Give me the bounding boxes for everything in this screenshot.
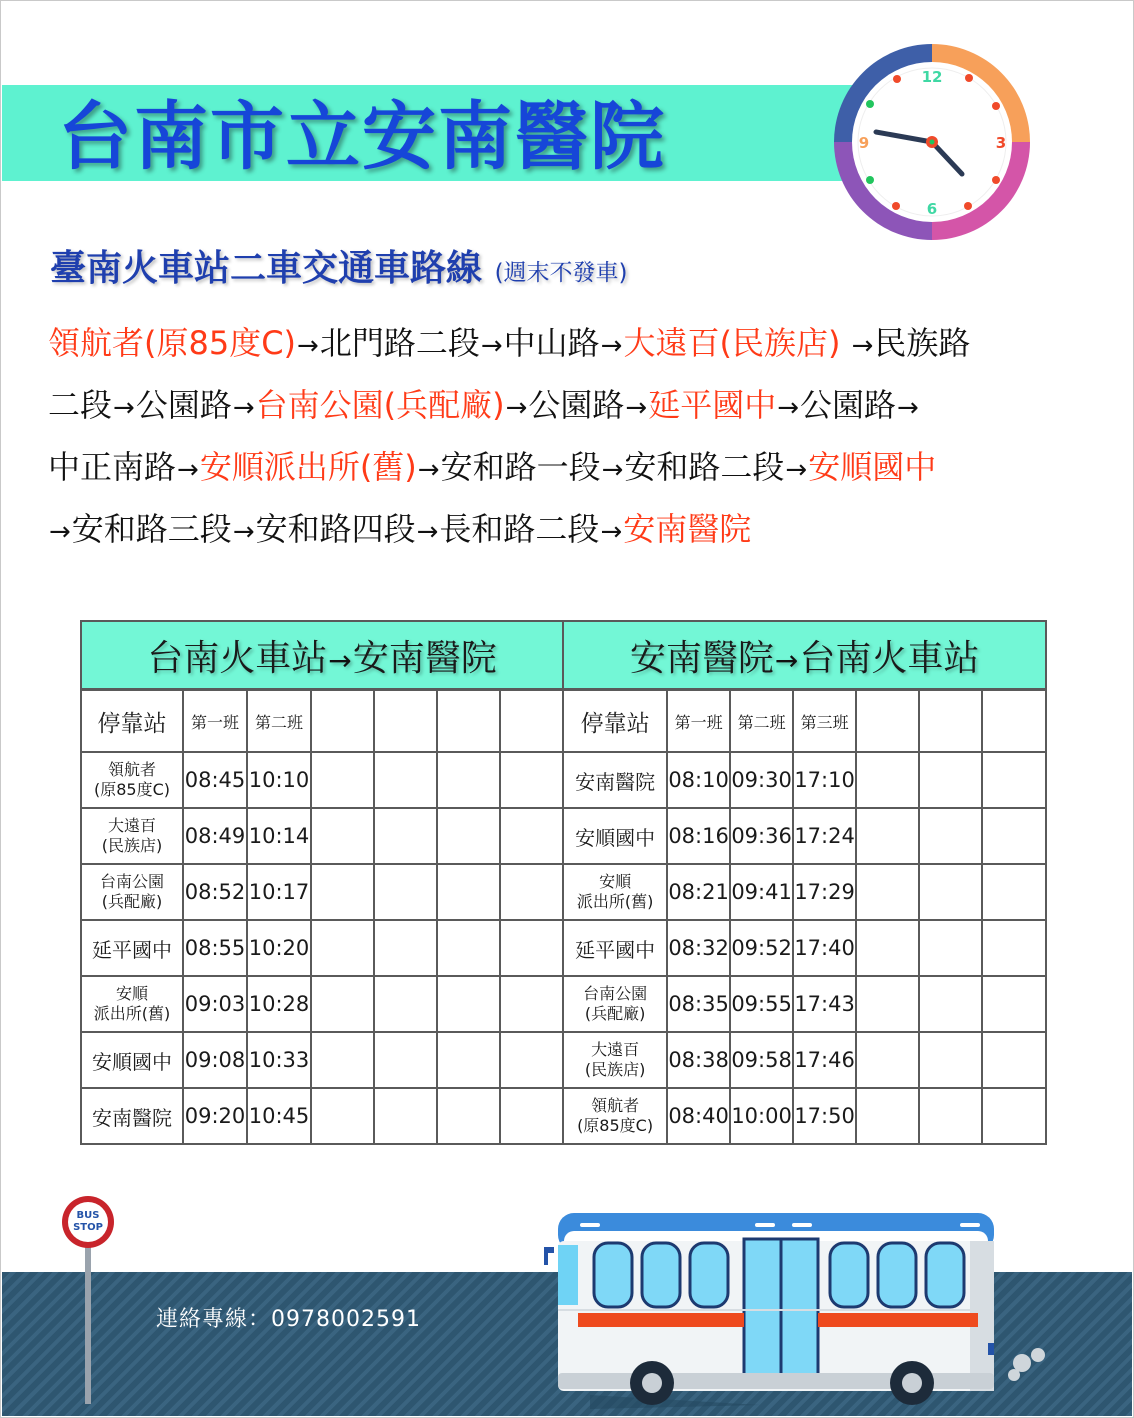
departure-time-cell: 08:40 [667, 1088, 730, 1144]
route-stop: 安順國中 [808, 448, 937, 486]
route-road: 安和路四段 [255, 510, 416, 548]
route-stop: 延平國中 [648, 386, 777, 424]
stop-name-line: 台南公園 [583, 984, 648, 1003]
route-line [48, 374, 1108, 436]
route-line [48, 498, 1108, 560]
arrow-icon: → [851, 331, 874, 361]
arrow-icon: → [480, 331, 503, 361]
stop-name-line: 延平國中 [575, 937, 656, 962]
departure-time-cell [500, 920, 563, 976]
stop-name-line: 安順國中 [92, 1049, 172, 1074]
arrow-icon: → [600, 331, 623, 361]
trip-column-header: 第二班 [247, 690, 311, 753]
page-title: 台南市立安南醫院 [58, 94, 666, 180]
trip-column-header [982, 690, 1046, 753]
departure-time-cell [919, 752, 982, 808]
arrow-icon: → [232, 517, 255, 547]
arrow-icon: → [177, 455, 199, 485]
departure-time-cell [437, 920, 500, 976]
route-road: 安和路二段 [624, 448, 785, 486]
route-stop: 安順派出所(舊) [199, 448, 417, 486]
departure-time-cell: 08:35 [667, 976, 730, 1032]
departure-time-cell [919, 976, 982, 1032]
table-row [81, 920, 1046, 976]
departure-time-cell [437, 808, 500, 864]
arrow-icon: → [505, 393, 528, 423]
departure-time-cell: 08:45 [183, 752, 247, 808]
timetable [80, 620, 1047, 1145]
departure-time-cell: 17:29 [793, 864, 856, 920]
table-row [81, 752, 1046, 808]
departure-time-cell: 08:55 [183, 920, 247, 976]
departure-time-cell [500, 1032, 563, 1088]
departure-time-cell [982, 808, 1046, 864]
departure-time-cell: 09:30 [730, 752, 793, 808]
departure-time-cell: 17:46 [793, 1032, 856, 1088]
departure-time-cell: 08:21 [667, 864, 730, 920]
departure-time-cell: 08:38 [667, 1032, 730, 1088]
timetable-body [81, 690, 1046, 1145]
departure-time-cell [856, 920, 919, 976]
departure-time-cell: 08:52 [183, 864, 247, 920]
route-road: 安和路一段 [440, 448, 601, 486]
route-note: (週末不發車) [494, 260, 628, 286]
stop-name-cell [563, 808, 667, 864]
clock-numeral-6: 6 [926, 200, 938, 218]
trip-column-header [500, 690, 563, 753]
stop-name-cell [81, 752, 183, 808]
stop-name-line: 領航者 [107, 760, 156, 779]
arrow-icon: → [601, 455, 624, 485]
departure-time-cell [982, 976, 1046, 1032]
stop-name-line: 安南醫院 [575, 769, 656, 794]
departure-time-cell [374, 1032, 437, 1088]
stop-name-cell [81, 1088, 183, 1144]
route-road: 公園路 [800, 386, 897, 424]
clock-numeral-3: 3 [995, 134, 1007, 152]
arrow-icon: → [777, 393, 800, 423]
departure-time-cell: 09:58 [730, 1032, 793, 1088]
clock-numeral-12: 12 [921, 68, 943, 86]
departure-time-cell [311, 752, 374, 808]
arrow-icon: → [232, 393, 255, 423]
departure-time-cell [311, 1032, 374, 1088]
departure-time-cell [856, 976, 919, 1032]
route-road: 二段 [48, 386, 113, 424]
departure-time-cell: 09:41 [730, 864, 793, 920]
departure-time-cell [856, 1032, 919, 1088]
stop-name-line: 延平國中 [92, 937, 172, 962]
departure-time-cell: 08:16 [667, 808, 730, 864]
departure-time-cell [311, 808, 374, 864]
arrow-icon: → [328, 643, 352, 677]
departure-time-cell [311, 1088, 374, 1144]
departure-time-cell: 09:20 [183, 1088, 247, 1144]
trip-column-header [311, 690, 374, 753]
arrow-icon: → [297, 331, 319, 361]
departure-time-cell [500, 864, 563, 920]
departure-time-cell: 09:52 [730, 920, 793, 976]
departure-time-cell: 10:17 [247, 864, 311, 920]
bus-stop-sign-icon [58, 1194, 118, 1404]
departure-time-cell [919, 808, 982, 864]
stop-name-cell [81, 864, 183, 920]
departure-time-cell: 08:49 [183, 808, 247, 864]
trip-column-header: 第二班 [730, 690, 793, 753]
stop-name-line: 領航者 [591, 1096, 640, 1115]
bus-stop-line1: BUS [76, 1210, 100, 1221]
direction-to: 台南火車站 [799, 637, 980, 679]
stop-name-line: 派出所(舊) [93, 1004, 171, 1023]
departure-time-cell: 10:33 [247, 1032, 311, 1088]
arrow-icon: → [49, 517, 71, 547]
clock-icon [834, 44, 1030, 240]
departure-time-cell: 10:45 [247, 1088, 311, 1144]
stop-name-cell [81, 808, 183, 864]
direction-from: 安南醫院 [629, 637, 774, 679]
departure-time-cell: 10:20 [247, 920, 311, 976]
stop-name-line: (兵配廠) [584, 1004, 646, 1023]
departure-time-cell [374, 1088, 437, 1144]
arrow-icon: → [416, 517, 439, 547]
departure-time-cell [437, 864, 500, 920]
departure-time-cell [437, 976, 500, 1032]
departure-time-cell [500, 808, 563, 864]
stop-name-cell [563, 864, 667, 920]
departure-time-cell: 08:32 [667, 920, 730, 976]
departure-time-cell [311, 920, 374, 976]
route-road: 中正南路 [48, 448, 177, 486]
route-heading-text: 臺南火車站二車交通車路線 [50, 248, 483, 289]
departure-time-cell [856, 1088, 919, 1144]
stop-name-line: 台南公園 [99, 872, 164, 891]
trip-column-header [437, 690, 500, 753]
departure-time-cell: 17:43 [793, 976, 856, 1032]
arrow-icon: → [600, 517, 623, 547]
stop-name-line: (民族店) [101, 836, 163, 855]
departure-time-cell [919, 1032, 982, 1088]
table-row [81, 808, 1046, 864]
departure-time-cell [856, 864, 919, 920]
route-road: 公園路 [135, 386, 232, 424]
stop-name-cell [81, 920, 183, 976]
stop-name-line: 大遠百 [591, 1040, 640, 1059]
direction-header-return [563, 621, 1046, 690]
departure-time-cell [437, 752, 500, 808]
stop-column-header: 停靠站 [563, 690, 667, 753]
bus-stop-line2: STOP [73, 1222, 103, 1233]
trip-column-header [856, 690, 919, 753]
arrow-icon: → [417, 455, 440, 485]
departure-time-cell [374, 752, 437, 808]
stop-name-line: 派出所(舊) [576, 892, 654, 911]
stop-name-line: (兵配廠) [101, 892, 163, 911]
departure-time-cell [374, 920, 437, 976]
route-stop: 大遠百(民族店) [623, 324, 851, 362]
stop-name-cell [81, 1032, 183, 1088]
arrow-icon: → [774, 643, 799, 677]
contact-line: 連絡專線：0978002591 [156, 1307, 421, 1332]
stop-name-line: (原85度C) [577, 1116, 654, 1135]
stop-name-line: (民族店) [584, 1060, 646, 1079]
route-description [48, 312, 1108, 560]
departure-time-cell [437, 1088, 500, 1144]
departure-time-cell: 17:40 [793, 920, 856, 976]
departure-time-cell [982, 1088, 1046, 1144]
departure-time-cell [982, 1032, 1046, 1088]
direction-to: 安南醫院 [352, 637, 497, 679]
departure-time-cell [437, 1032, 500, 1088]
stop-name-line: 安順 [599, 872, 632, 891]
arrow-icon: → [625, 393, 648, 423]
stop-name-cell [563, 1032, 667, 1088]
trip-column-header: 第一班 [667, 690, 730, 753]
stop-name-cell [563, 752, 667, 808]
stop-name-line: 大遠百 [107, 816, 156, 835]
stop-name-line: 安順 [115, 984, 148, 1003]
departure-time-cell: 17:50 [793, 1088, 856, 1144]
timetable-header-row [81, 690, 1046, 753]
route-road: 中山路 [503, 324, 600, 362]
trip-column-header: 第三班 [793, 690, 856, 753]
departure-time-cell [374, 864, 437, 920]
trip-column-header [919, 690, 982, 753]
route-line [48, 312, 1108, 374]
stop-name-line: 安南醫院 [92, 1105, 172, 1130]
departure-time-cell: 09:03 [183, 976, 247, 1032]
departure-time-cell: 09:55 [730, 976, 793, 1032]
departure-time-cell [919, 1088, 982, 1144]
route-road: 北門路二段 [319, 324, 480, 362]
table-row [81, 1032, 1046, 1088]
departure-time-cell: 09:36 [730, 808, 793, 864]
stop-name-cell [563, 920, 667, 976]
route-stop: 安南醫院 [623, 510, 752, 548]
trip-column-header: 第一班 [183, 690, 247, 753]
departure-time-cell [919, 920, 982, 976]
route-road: 安和路三段 [71, 510, 232, 548]
route-stop: 領航者(原85度C) [48, 324, 297, 362]
stop-name-cell [563, 1088, 667, 1144]
stop-column-header: 停靠站 [81, 690, 183, 753]
arrow-icon: → [785, 455, 808, 485]
departure-time-cell [311, 864, 374, 920]
route-road: 民族路 [874, 324, 971, 362]
route-line [48, 436, 1108, 498]
departure-time-cell [982, 920, 1046, 976]
departure-time-cell: 17:24 [793, 808, 856, 864]
departure-time-cell: 08:10 [667, 752, 730, 808]
bus-icon [530, 1205, 1070, 1415]
departure-time-cell [982, 864, 1046, 920]
departure-time-cell [500, 976, 563, 1032]
departure-time-cell [856, 752, 919, 808]
departure-time-cell [374, 976, 437, 1032]
stop-name-cell [563, 976, 667, 1032]
departure-time-cell [311, 976, 374, 1032]
departure-time-cell: 10:28 [247, 976, 311, 1032]
departure-time-cell [374, 808, 437, 864]
departure-time-cell: 10:10 [247, 752, 311, 808]
stop-name-cell [81, 976, 183, 1032]
direction-from: 台南火車站 [147, 637, 328, 679]
route-heading [50, 240, 628, 291]
stop-name-line: (原85度C) [93, 780, 171, 799]
arrow-icon: → [113, 393, 135, 423]
table-row [81, 864, 1046, 920]
departure-time-cell [919, 864, 982, 920]
direction-header-outbound [81, 621, 563, 690]
trip-column-header [374, 690, 437, 753]
departure-time-cell: 17:10 [793, 752, 856, 808]
departure-time-cell [982, 752, 1046, 808]
table-row [81, 976, 1046, 1032]
departure-time-cell [856, 808, 919, 864]
departure-time-cell [500, 1088, 563, 1144]
table-row [81, 1088, 1046, 1144]
departure-time-cell: 10:14 [247, 808, 311, 864]
route-stop: 台南公園(兵配廠) [255, 386, 505, 424]
route-road: 公園路 [528, 386, 625, 424]
stop-name-line: 安順國中 [575, 825, 656, 850]
arrow-icon: → [897, 393, 919, 423]
clock-numeral-9: 9 [858, 134, 870, 152]
route-road: 長和路二段 [439, 510, 600, 548]
departure-time-cell [500, 752, 563, 808]
departure-time-cell: 10:00 [730, 1088, 793, 1144]
departure-time-cell: 09:08 [183, 1032, 247, 1088]
